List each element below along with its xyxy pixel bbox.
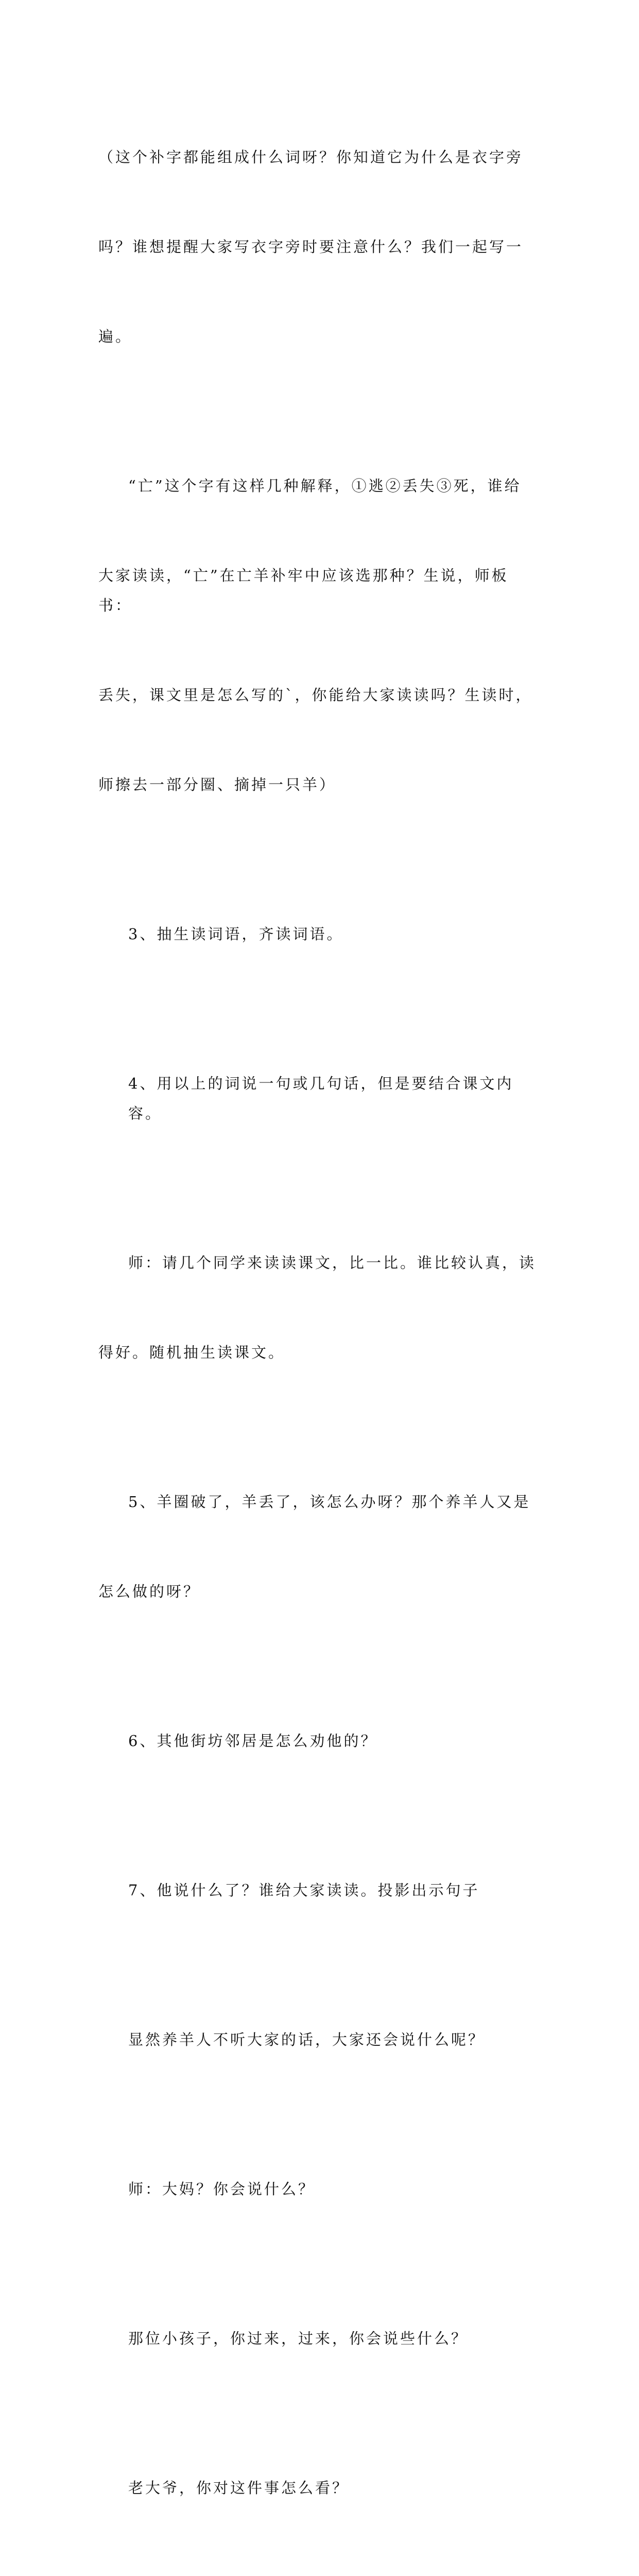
text-line: “亡”这个字有这样几种解释，①逃②丢失③死，谁给 [128, 477, 522, 495]
paragraph [98, 1965, 541, 2114]
paragraph [98, 1009, 541, 1188]
text-line: 显然养羊人不听大家的话，大家还会说什么呢？ [128, 2031, 486, 2048]
text-line: 7、他说什么了？谁给大家读读。投影出示句子 [128, 1882, 480, 1899]
text-line: 4、用以上的词说一句或几句话，但是要结合课文内容。 [128, 1075, 514, 1122]
paragraph [98, 2114, 541, 2264]
text-line: 师：大妈？你会说什么？ [128, 2180, 316, 2198]
text-line: （这个补字都能组成什么词呀？你知道它为什么是衣字旁 [98, 148, 524, 166]
paragraph [98, 82, 541, 411]
text-line: 怎么做的呀？ [98, 1583, 201, 1600]
paragraph [98, 1188, 541, 1427]
paragraph [98, 2563, 541, 2576]
text-line: 3、抽生读词语，齐读词语。 [128, 925, 344, 943]
text-line: 5、羊圈破了，羊丢了，该怎么办呀？那个养羊人又是 [128, 1493, 531, 1511]
text-line: 那位小孩子，你过来，过来，你会说些什么？ [128, 2330, 469, 2347]
text-line: 6、其他街坊邻居是怎么劝他的？ [128, 1732, 378, 1750]
text-line: 得好。随机抽生读课文。 [98, 1344, 286, 1361]
document-body [98, 82, 541, 2576]
paragraph [98, 2413, 541, 2563]
paragraph [98, 1816, 541, 1965]
text-line: 师擦去一部分圈、摘掉一只羊） [98, 776, 337, 793]
paragraph [98, 1666, 541, 1816]
text-line: 遍。 [98, 328, 133, 345]
text-line: 吗？谁想提醒大家写衣字旁时要注意什么？我们一起写一 [98, 238, 524, 256]
text-line: 师：请几个同学来读读课文，比一比。谁比较认真，读 [128, 1254, 537, 1272]
paragraph [98, 1427, 541, 1666]
paragraph [98, 859, 541, 1009]
text-line: 丢失，课文里是怎么写的`，你能给大家读读吗？生读时， [98, 686, 533, 704]
text-line: 大家读读，“亡”在亡羊补牢中应该选那种？生说，师板书： [98, 567, 509, 614]
paragraph [98, 411, 541, 859]
text-line: 老大爷，你对这件事怎么看？ [128, 2479, 350, 2497]
paragraph [98, 2264, 541, 2413]
